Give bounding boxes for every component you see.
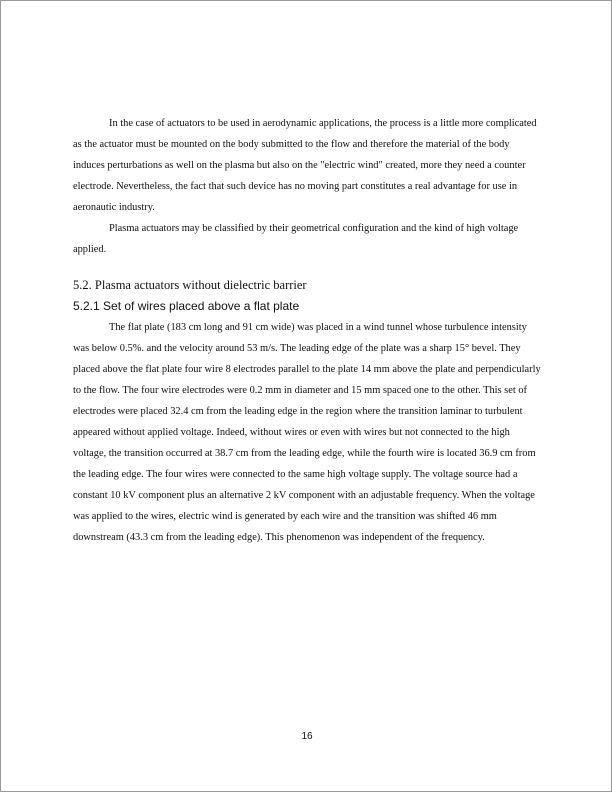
intro-paragraph-2: Plasma actuators may be classified by their geometrical configuration and the kind of high voltage applied. — [73, 223, 519, 255]
page-number: 16 — [301, 731, 313, 742]
subsection-heading: 5.2.1 Set of wires placed above a flat plate — [73, 299, 300, 313]
intro-paragraph-1: In the case of actuators to be used in aerodynamic applications, the process is a little more complicated as the actuator must be mounted on the body submitted to the flow and therefore the material of the body induces perturbations as well on the plasma but also on the "electric wind" created, more they need a counter electrode. Nevertheless, the fact that such device has no moving part constitutes a real advantage for use in aeronautic industry. — [73, 118, 537, 213]
page-body — [73, 113, 543, 548]
section-heading: 5.2. Plasma actuators without dielectric barrier — [73, 278, 307, 292]
subsection-paragraph: The flat plate (183 cm long and 91 cm wide) was placed in a wind tunnel whose turbulence intensity was below 0.5%. and the velocity around 53 m/s. The leading edge of the plate was a sharp 15° bevel. They placed above the flat plate four wire 8 electrodes parallel to the plate 14 mm above the plate and perpendicularly to the flow. The four wire electrodes were 0.2 mm in diameter and 15 mm spaced one to the other. This set of electrodes were placed 32.4 cm from the leading edge in the region where the transition laminar to turbulent appeared without applied voltage. Indeed, without wires or even with wires but not connected to the high voltage, the transition occurred at 38.7 cm from the leading edge, while the fourth wire is located 36.9 cm from the leading edge. The four wires were connected to the same high voltage supply. The voltage source had a constant 10 kV component plus an alternative 2 kV component with an adjustable frequency. When the voltage was applied to the wires, electric wind is generated by each wire and the transition was shifted 46 mm downstream (43.3 cm from the leading edge). This phenomenon was independent of the frequency. — [73, 322, 541, 543]
